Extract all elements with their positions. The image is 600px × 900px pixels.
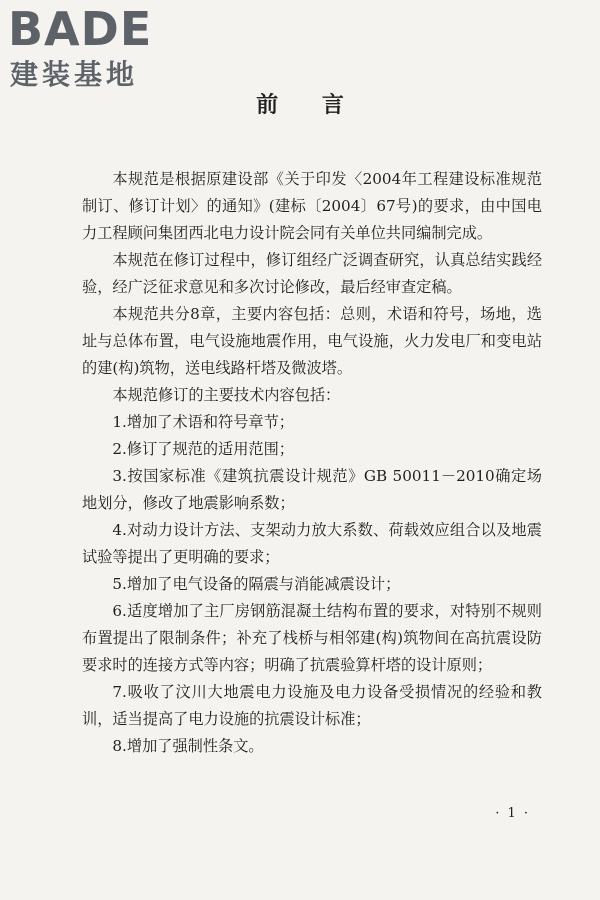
- logo-wordmark: BADE: [8, 2, 153, 56]
- list-item-5: 5.增加了电气设备的隔震与消能减震设计；: [112, 575, 401, 593]
- logo-subtitle: 建装基地: [10, 58, 139, 91]
- list-item-6: 6.适度增加了主厂房钢筋混凝土结构布置的要求，对特别不规则布置提出了限制条件；补充了栈桥与相邻建(构)筑物间在高抗震设防要求时的连接方式等内容；明确了抗震验算杆塔的设计原则；: [82, 602, 542, 674]
- bade-logo: [8, 2, 178, 96]
- list-item-1: 1.增加了术语和符号章节；: [112, 413, 294, 431]
- paragraph-basis: 本规范是根据原建设部《关于印发〈2004年工程建设标准规范制订、修订计划〉的通知》(建标〔2004〕67号)的要求，由中国电力工程顾问集团西北电力设计院会同有关单位共同编制完成。: [82, 170, 542, 242]
- list-item-7: 7.吸收了汶川大地震电力设施及电力设备受损情况的经验和教训，适当提高了电力设施的抗震设计标准；: [82, 683, 542, 728]
- paragraph-process: 本规范在修订过程中，修订组经广泛调查研究，认真总结实践经验，经广泛征求意见和多次讨论修改，最后经审查定稿。: [82, 251, 542, 296]
- paragraph-main-changes-intro: 本规范修订的主要技术内容包括：: [112, 386, 341, 404]
- document-body: [82, 166, 542, 760]
- page-title: 前 言: [256, 92, 362, 118]
- page-number: · 1 ·: [495, 806, 530, 821]
- list-item-4: 4.对动力设计方法、支架动力放大系数、荷载效应组合以及地震试验等提出了更明确的要求；: [82, 521, 542, 566]
- list-item-3: 3.按国家标准《建筑抗震设计规范》GB 50011－2010确定场地划分，修改了地震影响系数；: [82, 467, 542, 512]
- paragraph-chapters: 本规范共分8章，主要内容包括：总则，术语和符号，场地，选址与总体布置，电气设施地震作用，电气设施，火力发电厂和变电站的建(构)筑物，送电线路杆塔及微波塔。: [82, 305, 542, 377]
- list-item-8: 8.增加了强制性条文。: [112, 737, 264, 755]
- list-item-2: 2.修订了规范的适用范围；: [112, 440, 294, 458]
